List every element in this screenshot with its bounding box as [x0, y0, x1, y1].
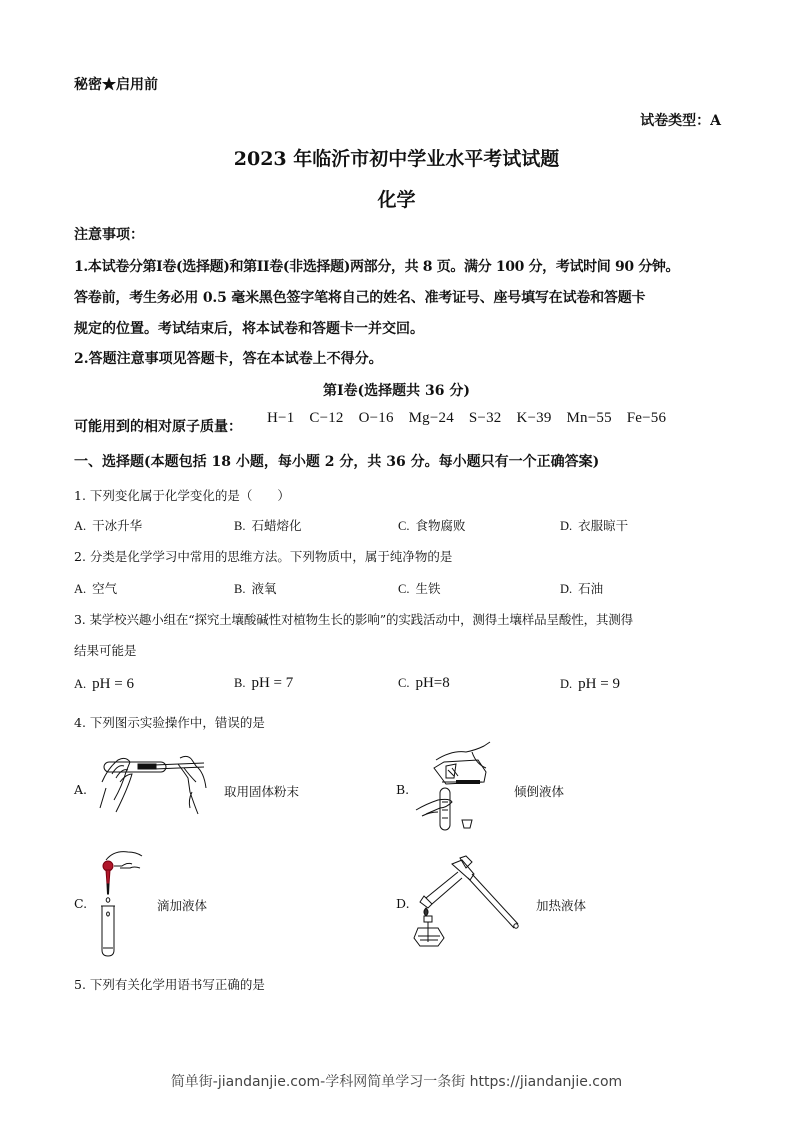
- notice-line-4: 2.答题注意事项见答题卡，答在本试卷上不得分。: [74, 351, 383, 367]
- atomic-mass-item: O−16: [358, 410, 394, 426]
- atomic-mass-list: [267, 410, 677, 427]
- notice-heading: 注意事项：: [74, 227, 144, 243]
- question-2-option-a[interactable]: A. 空气: [74, 581, 118, 596]
- question-5-stem: 5. 下列有关化学用语书写正确的是: [74, 977, 265, 992]
- atomic-mass-item: S−32: [468, 410, 502, 426]
- question-4-option-c-label[interactable]: C.: [74, 896, 88, 911]
- question-4-option-d-label[interactable]: D.: [396, 896, 410, 911]
- question-3-option-b[interactable]: B. pH = 7: [234, 675, 294, 691]
- powder-in-test-tube-figure: [92, 752, 212, 818]
- atomic-mass-item: Mg−24: [408, 410, 454, 426]
- question-3-stem-line-1: 3. 某学校兴趣小组在“探究土壤酸碱性对植物生长的影响”的实践活动中，测得土壤样品呈酸性，其测得: [74, 612, 633, 627]
- paper-type-label: 试卷类型：A: [640, 113, 721, 129]
- volume-1-title: 第I卷(选择题共 36 分): [322, 383, 471, 399]
- question-3-option-c[interactable]: C. pH=8: [398, 675, 450, 691]
- question-1-stem: 1. 下列变化属于化学变化的是（ ）: [74, 488, 290, 503]
- question-2-option-d[interactable]: D. 石油: [560, 581, 604, 596]
- question-1-option-a[interactable]: A. 干冰升华: [74, 518, 143, 533]
- question-4-option-d-text: 加热液体: [536, 898, 587, 913]
- subject-title: 化学: [377, 189, 416, 211]
- question-3-option-a[interactable]: A. pH = 6: [74, 676, 134, 692]
- question-2-option-b[interactable]: B. 液氧: [234, 581, 277, 596]
- heating-liquid-figure: [414, 856, 520, 952]
- question-4-option-b-label[interactable]: B.: [396, 782, 410, 797]
- question-4-option-b-text: 倾倒液体: [514, 784, 565, 799]
- atomic-mass-item: H−1: [267, 410, 295, 426]
- footer-watermark: 简单街-jiandanjie.com-学科网简单学习一条街 https://jiandanjie.com: [170, 1074, 623, 1090]
- atomic-mass-item: K−39: [516, 410, 552, 426]
- question-1-option-d[interactable]: D. 衣服晾干: [560, 518, 629, 533]
- notice-line-2: 答卷前，考生务必用 0.5 毫米黑色签字笔将自己的姓名、准考证号、座号填写在试卷和答题卡: [74, 290, 646, 306]
- question-3-option-d[interactable]: D. pH = 9: [560, 676, 620, 692]
- notice-line-1: 1.本试卷分第I卷(选择题)和第II卷(非选择题)两部分，共 8 页。满分 100 分，考试时间 90 分钟。: [74, 259, 680, 275]
- question-2-stem: 2. 分类是化学学习中常用的思维方法。下列物质中，属于纯净物的是: [74, 549, 453, 564]
- pouring-liquid-figure: [416, 742, 506, 834]
- question-4-stem: 4. 下列图示实验操作中，错误的是: [74, 715, 265, 730]
- question-2-option-c[interactable]: C. 生铁: [398, 581, 441, 596]
- atomic-mass-item: C−12: [309, 410, 344, 426]
- atomic-mass-item: Fe−56: [626, 410, 667, 426]
- section-heading: 一、选择题(本题包括 18 小题，每小题 2 分，共 36 分。每小题只有一个正确答案): [74, 454, 600, 470]
- notice-line-3: 规定的位置。考试结束后，将本试卷和答题卡一并交回。: [74, 321, 424, 337]
- question-3-stem-line-2: 结果可能是: [74, 643, 137, 658]
- question-1-option-c[interactable]: C. 食物腐败: [398, 518, 466, 533]
- dropper-figure: [100, 846, 150, 958]
- question-4-option-a-text: 取用固体粉末: [224, 784, 300, 799]
- confidential-label: 秘密★启用前: [74, 77, 158, 93]
- question-1-option-b[interactable]: B. 石蜡熔化: [234, 518, 302, 533]
- atomic-mass-label: 可能用到的相对原子质量：: [74, 419, 242, 435]
- question-4-option-a-label[interactable]: A.: [74, 782, 88, 797]
- atomic-mass-item: Mn−55: [566, 410, 612, 426]
- question-4-option-c-text: 滴加液体: [157, 898, 208, 913]
- page-title: 2023 年临沂市初中学业水平考试试题: [233, 148, 560, 170]
